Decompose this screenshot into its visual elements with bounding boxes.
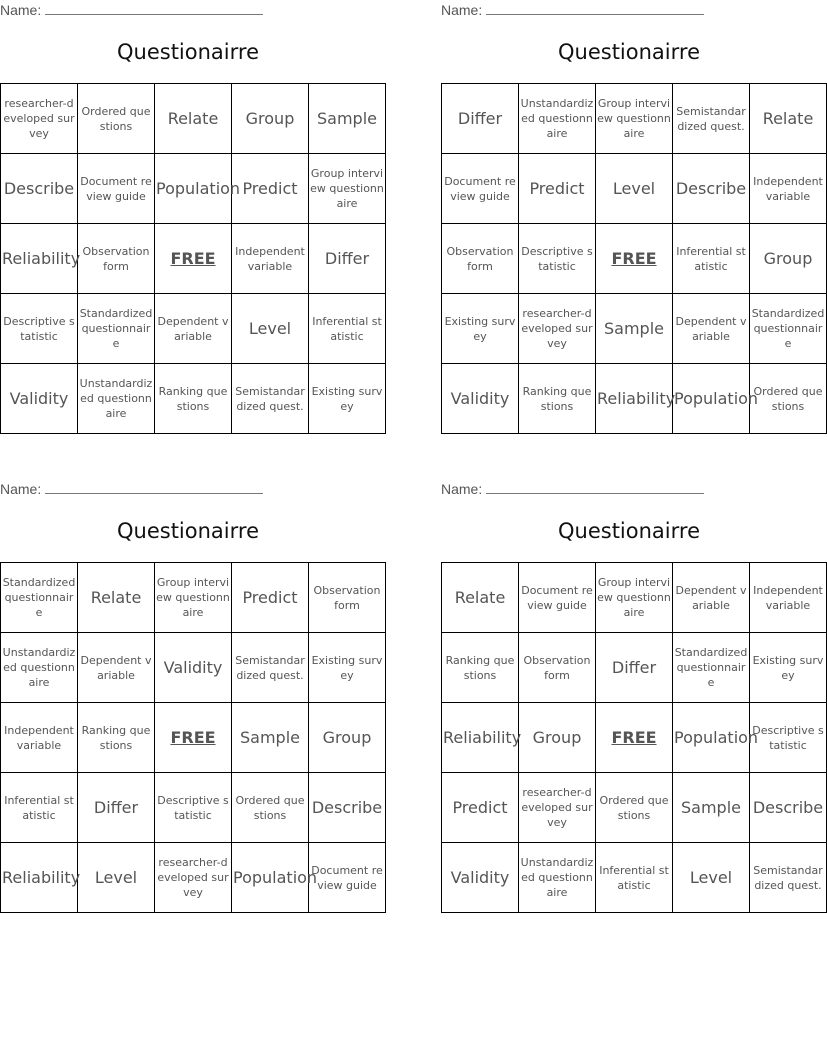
bingo-cell: Differ [596, 633, 673, 703]
bingo-cell: Validity [155, 633, 232, 703]
bingo-cell: Level [232, 294, 309, 364]
bingo-cell: Relate [750, 84, 827, 154]
bingo-cell: Semistandardized quest. [673, 84, 750, 154]
grid-row [1, 224, 386, 294]
bingo-cell: Population [673, 364, 750, 434]
bingo-card-2 [441, 0, 825, 440]
grid-row [442, 843, 827, 913]
bingo-cell: Independent variable [232, 224, 309, 294]
bingo-cell: Standardized questionnaire [673, 633, 750, 703]
bingo-cell: Describe [673, 154, 750, 224]
grid-row [442, 294, 827, 364]
bingo-cell: Ranking questions [78, 703, 155, 773]
card-title: Questionairre [558, 519, 700, 543]
bingo-grid [441, 562, 827, 913]
bingo-cell: Relate [155, 84, 232, 154]
card-title: Questionairre [558, 40, 700, 64]
grid-row [1, 563, 386, 633]
bingo-cell: Document review guide [309, 843, 386, 913]
name-label: Name: [441, 481, 483, 497]
bingo-cell: Predict [232, 563, 309, 633]
bingo-cell: Standardized questionnaire [750, 294, 827, 364]
name-line [0, 481, 263, 497]
name-line [0, 2, 263, 18]
bingo-cell: Inferential statistic [673, 224, 750, 294]
bingo-cell: Describe [309, 773, 386, 843]
bingo-cell: Descriptive statistic [750, 703, 827, 773]
bingo-cell: Level [78, 843, 155, 913]
bingo-cell: Semistandardized quest. [232, 364, 309, 434]
bingo-cell: Predict [519, 154, 596, 224]
bingo-cell: Population [673, 703, 750, 773]
bingo-grid [0, 562, 386, 913]
name-label: Name: [0, 2, 42, 18]
bingo-cell: Ranking questions [442, 633, 519, 703]
bingo-cell: researcher-developed survey [1, 84, 78, 154]
name-blank [486, 2, 704, 15]
grid-row [1, 843, 386, 913]
grid-row [442, 224, 827, 294]
bingo-cell: Observation form [442, 224, 519, 294]
free-cell: FREE [596, 703, 673, 773]
bingo-cell: Group interview questionnaire [596, 84, 673, 154]
bingo-cell: Level [673, 843, 750, 913]
grid-row [1, 773, 386, 843]
bingo-card-4 [441, 479, 824, 919]
bingo-cell: Ordered questions [750, 364, 827, 434]
bingo-cell: Differ [442, 84, 519, 154]
bingo-cell: Group [519, 703, 596, 773]
bingo-cell: Inferential statistic [309, 294, 386, 364]
name-blank [45, 481, 263, 494]
grid-row [1, 703, 386, 773]
bingo-cell: Independent variable [1, 703, 78, 773]
bingo-cell: Dependent variable [155, 294, 232, 364]
bingo-cell: Document review guide [442, 154, 519, 224]
name-blank [486, 481, 704, 494]
bingo-cell: researcher-developed survey [519, 773, 596, 843]
bingo-cell: Sample [309, 84, 386, 154]
name-line [441, 481, 704, 497]
bingo-cell: Observation form [519, 633, 596, 703]
bingo-cell: Predict [442, 773, 519, 843]
bingo-cell: Describe [750, 773, 827, 843]
bingo-cell: Group interview questionnaire [309, 154, 386, 224]
bingo-cell: Differ [309, 224, 386, 294]
grid-row [442, 773, 827, 843]
bingo-cell: Describe [1, 154, 78, 224]
grid-row [442, 364, 827, 434]
grid-row [442, 563, 827, 633]
bingo-cell: Dependent variable [673, 294, 750, 364]
bingo-cell: Validity [442, 364, 519, 434]
bingo-cell: Independent variable [750, 563, 827, 633]
bingo-cell: Sample [673, 773, 750, 843]
bingo-cell: Descriptive statistic [1, 294, 78, 364]
bingo-cell: Existing survey [442, 294, 519, 364]
bingo-cell: Standardized questionnaire [1, 563, 78, 633]
free-cell: FREE [596, 224, 673, 294]
bingo-cell: Validity [442, 843, 519, 913]
bingo-cell: Unstandardized questionnaire [1, 633, 78, 703]
free-cell: FREE [155, 703, 232, 773]
bingo-cell: Unstandardized questionnaire [519, 84, 596, 154]
bingo-cell: Group [750, 224, 827, 294]
bingo-cell: Reliability [1, 224, 78, 294]
bingo-cell: Inferential statistic [1, 773, 78, 843]
bingo-cell: Existing survey [309, 364, 386, 434]
grid-row [442, 84, 827, 154]
bingo-cell: researcher-developed survey [155, 843, 232, 913]
bingo-cell: Dependent variable [673, 563, 750, 633]
bingo-cell: Document review guide [519, 563, 596, 633]
bingo-cell: Reliability [596, 364, 673, 434]
bingo-cell: Inferential statistic [596, 843, 673, 913]
name-label: Name: [0, 481, 42, 497]
grid-row [1, 364, 386, 434]
grid-row [1, 633, 386, 703]
bingo-cell: Population [155, 154, 232, 224]
grid-row [1, 154, 386, 224]
bingo-cell: researcher-developed survey [519, 294, 596, 364]
bingo-cell: Relate [78, 563, 155, 633]
bingo-cell: Differ [78, 773, 155, 843]
name-line [441, 2, 704, 18]
bingo-cell: Standardized questionnaire [78, 294, 155, 364]
bingo-cell: Level [596, 154, 673, 224]
free-cell: FREE [155, 224, 232, 294]
bingo-cell: Unstandardized questionnaire [519, 843, 596, 913]
bingo-grid [441, 83, 827, 434]
bingo-cell: Unstandardized questionnaire [78, 364, 155, 434]
bingo-cell: Observation form [78, 224, 155, 294]
bingo-cell: Semistandardized quest. [232, 633, 309, 703]
bingo-cell: Sample [232, 703, 309, 773]
bingo-cell: Dependent variable [78, 633, 155, 703]
grid-row [442, 154, 827, 224]
bingo-cell: Group interview questionnaire [596, 563, 673, 633]
bingo-cell: Document review guide [78, 154, 155, 224]
bingo-cell: Predict [232, 154, 309, 224]
bingo-cell: Descriptive statistic [519, 224, 596, 294]
bingo-cell: Group [309, 703, 386, 773]
bingo-cell: Ordered questions [78, 84, 155, 154]
name-blank [45, 2, 263, 15]
card-title: Questionairre [117, 519, 259, 543]
bingo-cell: Validity [1, 364, 78, 434]
bingo-cell: Existing survey [750, 633, 827, 703]
bingo-cell: Observation form [309, 563, 386, 633]
bingo-cell: Reliability [442, 703, 519, 773]
bingo-cell: Group [232, 84, 309, 154]
bingo-card-1 [0, 0, 384, 440]
bingo-cell: Sample [596, 294, 673, 364]
grid-row [1, 84, 386, 154]
bingo-card-3 [0, 479, 383, 919]
bingo-cell: Ranking questions [155, 364, 232, 434]
card-title: Questionairre [117, 40, 259, 64]
grid-row [442, 633, 827, 703]
name-label: Name: [441, 2, 483, 18]
bingo-cell: Group interview questionnaire [155, 563, 232, 633]
bingo-cell: Ordered questions [232, 773, 309, 843]
bingo-grid [0, 83, 386, 434]
bingo-cell: Descriptive statistic [155, 773, 232, 843]
bingo-cell: Ranking questions [519, 364, 596, 434]
grid-row [442, 703, 827, 773]
bingo-cell: Ordered questions [596, 773, 673, 843]
grid-row [1, 294, 386, 364]
bingo-cell: Independent variable [750, 154, 827, 224]
bingo-cell: Population [232, 843, 309, 913]
bingo-cell: Semistandardized quest. [750, 843, 827, 913]
bingo-cell: Existing survey [309, 633, 386, 703]
bingo-cell: Reliability [1, 843, 78, 913]
bingo-cell: Relate [442, 563, 519, 633]
